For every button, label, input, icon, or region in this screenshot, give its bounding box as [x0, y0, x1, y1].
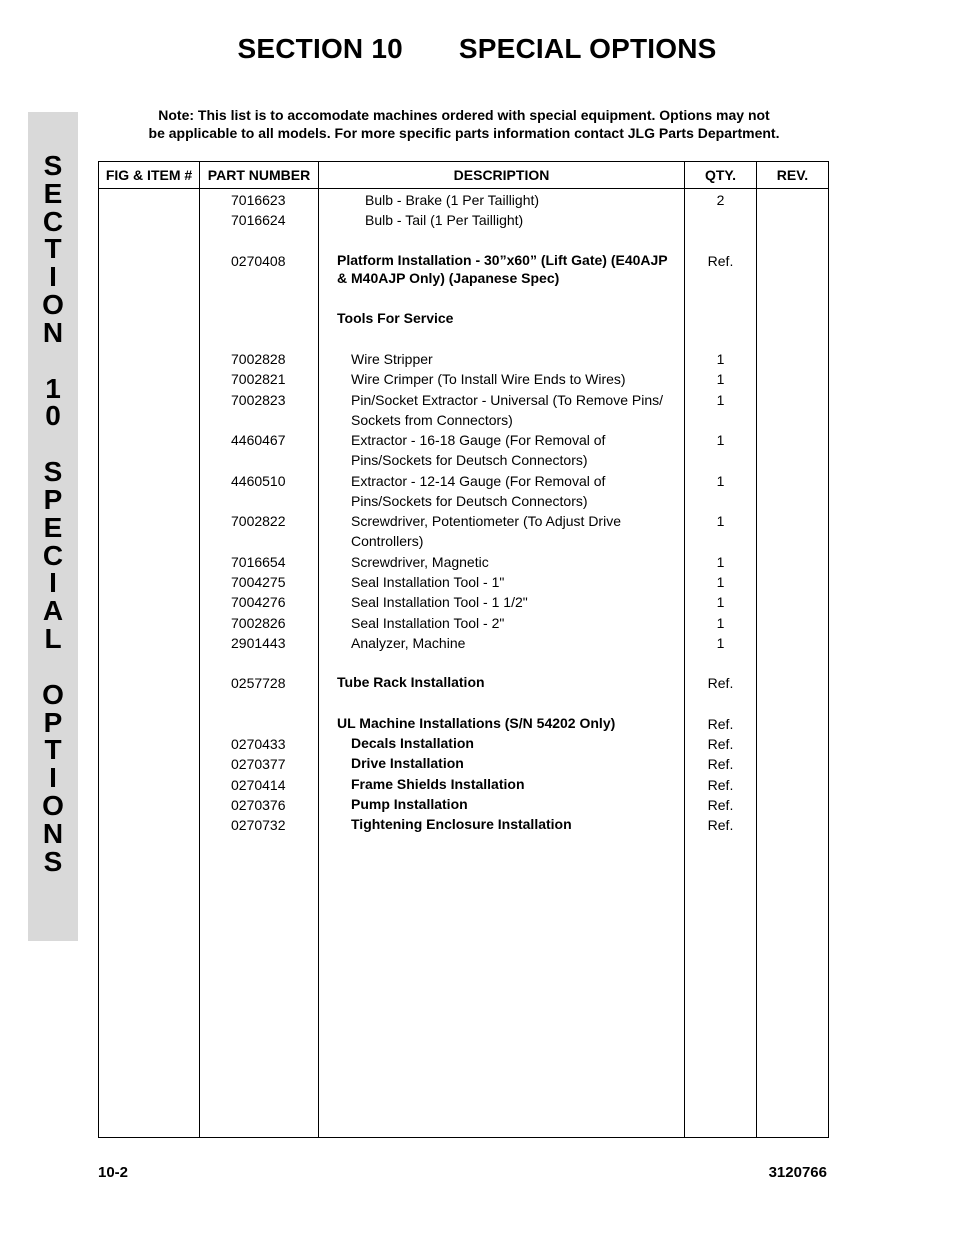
quantity: 1 — [716, 594, 725, 610]
quantity: Ref. — [707, 756, 734, 772]
description: Analyzer, Machine — [351, 635, 466, 651]
side-tab-letter: O — [42, 789, 64, 821]
document-number: 3120766 — [768, 1164, 827, 1181]
quantity: 1 — [716, 473, 725, 489]
part-number: 7002826 — [231, 615, 286, 631]
side-tab-letter: L — [44, 622, 62, 654]
part-number: 7002828 — [231, 351, 286, 367]
part-number: 0270408 — [231, 253, 286, 269]
side-tab-letter: I — [49, 762, 57, 794]
quantity: 1 — [716, 351, 725, 367]
description: Platform Installation - 30”x60” (Lift Gate) (E40AJP & M40AJP Only) (Japanese Spec) — [337, 252, 668, 286]
side-tab-letter: S — [43, 150, 63, 181]
quantity: 1 — [716, 554, 725, 570]
header-part-number: PART NUMBER — [207, 167, 311, 183]
part-number: 7002821 — [231, 371, 286, 387]
part-number: 7002822 — [231, 513, 286, 529]
quantity: 1 — [716, 371, 725, 387]
header-divider — [99, 188, 828, 189]
side-tab-letter: T — [44, 233, 62, 265]
part-number: 0270433 — [231, 736, 286, 752]
quantity: Ref. — [707, 253, 734, 269]
description: Tools For Service — [337, 310, 454, 326]
side-tab-letter: N — [42, 817, 64, 849]
description: Drive Installation — [351, 755, 464, 771]
side-tab-letter: P — [43, 706, 63, 738]
side-tab-letter: P — [43, 483, 63, 515]
side-tab-letter: O — [42, 678, 64, 710]
description: Screwdriver, Magnetic — [351, 554, 489, 570]
quantity: 1 — [716, 392, 725, 408]
side-tab-letter: I — [49, 567, 57, 599]
part-number: 0270732 — [231, 817, 286, 833]
quantity: 1 — [716, 635, 725, 651]
side-tab-letter: C — [42, 205, 64, 237]
parts-table — [98, 161, 829, 1138]
part-number: 7002823 — [231, 392, 286, 408]
description: Extractor - 12-14 Gauge (For Removal of Pins/Sockets for Deutsch Connectors) — [351, 473, 606, 510]
quantity: 1 — [716, 574, 725, 590]
description: Seal Installation Tool - 1" — [351, 574, 505, 590]
column-divider — [199, 162, 200, 1137]
side-tab-letter: S — [43, 845, 63, 877]
part-number: 7004275 — [231, 574, 286, 590]
description: Pump Installation — [351, 796, 468, 812]
side-tab — [28, 112, 78, 941]
quantity: Ref. — [707, 675, 734, 691]
description: Tightening Enclosure Installation — [351, 816, 572, 832]
side-tab-letter: O — [42, 288, 64, 320]
part-number: 4460510 — [231, 473, 286, 489]
quantity: 1 — [716, 432, 725, 448]
part-number: 7016624 — [231, 212, 286, 228]
side-tab-letter: T — [44, 734, 62, 766]
part-number: 0270377 — [231, 756, 286, 772]
part-number: 7016654 — [231, 554, 286, 570]
section-name: SPECIAL OPTIONS — [458, 33, 717, 64]
side-tab-letter: N — [42, 316, 64, 348]
description: Tube Rack Installation — [337, 674, 485, 690]
side-tab-letter: 0 — [45, 400, 61, 432]
header-rev: REV. — [776, 167, 809, 183]
part-number: 0270376 — [231, 797, 286, 813]
side-tab-letter: S — [43, 456, 63, 488]
quantity: 2 — [716, 192, 725, 208]
note — [100, 107, 828, 142]
description: Bulb - Tail (1 Per Taillight) — [365, 212, 524, 228]
quantity: Ref. — [707, 736, 734, 752]
header-qty: QTY. — [704, 167, 737, 183]
side-tab-letter: E — [43, 177, 63, 209]
description: Pin/Socket Extractor - Universal (To Remove Pins/ Sockets from Connectors) — [351, 392, 663, 429]
description: Decals Installation — [351, 735, 474, 751]
part-number: 4460467 — [231, 432, 286, 448]
page-title — [0, 33, 954, 65]
side-tab-letter: E — [43, 511, 63, 543]
part-number: 0270414 — [231, 777, 286, 793]
description: Wire Stripper — [351, 351, 433, 367]
part-number: 0257728 — [231, 675, 286, 691]
part-number: 7004276 — [231, 594, 286, 610]
quantity: Ref. — [707, 797, 734, 813]
side-tab-letter: 1 — [45, 372, 61, 404]
quantity: 1 — [716, 513, 725, 529]
quantity: Ref. — [707, 777, 734, 793]
description: Seal Installation Tool - 1 1/2" — [351, 594, 528, 610]
description: Frame Shields Installation — [351, 776, 525, 792]
side-tab-letter: I — [49, 261, 57, 293]
page-number: 10-2 — [98, 1164, 129, 1181]
column-divider — [756, 162, 757, 1137]
description: Seal Installation Tool - 2" — [351, 615, 505, 631]
note-line-2: be applicable to all models. For more specific parts information contact JLG Parts Department. — [148, 124, 780, 141]
note-line-1: Note: This list is to accomodate machines ordered with special equipment. Options may not — [158, 107, 770, 123]
header-description: DESCRIPTION — [453, 167, 550, 183]
header-fig-item: FIG & ITEM # — [105, 167, 193, 183]
part-number: 7016623 — [231, 192, 286, 208]
description: Extractor - 16-18 Gauge (For Removal of Pins/Sockets for Deutsch Connectors) — [351, 432, 606, 469]
description: UL Machine Installations (S/N 54202 Only) — [337, 715, 616, 731]
section-number: SECTION 10 — [237, 33, 403, 64]
quantity: Ref. — [707, 716, 734, 732]
side-tab-letter: C — [42, 539, 64, 571]
description: Bulb - Brake (1 Per Taillight) — [365, 192, 540, 208]
description: Screwdriver, Potentiometer (To Adjust Drive Controllers) — [351, 513, 621, 550]
quantity: 1 — [716, 615, 725, 631]
quantity: Ref. — [707, 817, 734, 833]
side-tab-letter: A — [42, 595, 64, 627]
description: Wire Crimper (To Install Wire Ends to Wires) — [351, 371, 626, 387]
part-number: 2901443 — [231, 635, 286, 651]
